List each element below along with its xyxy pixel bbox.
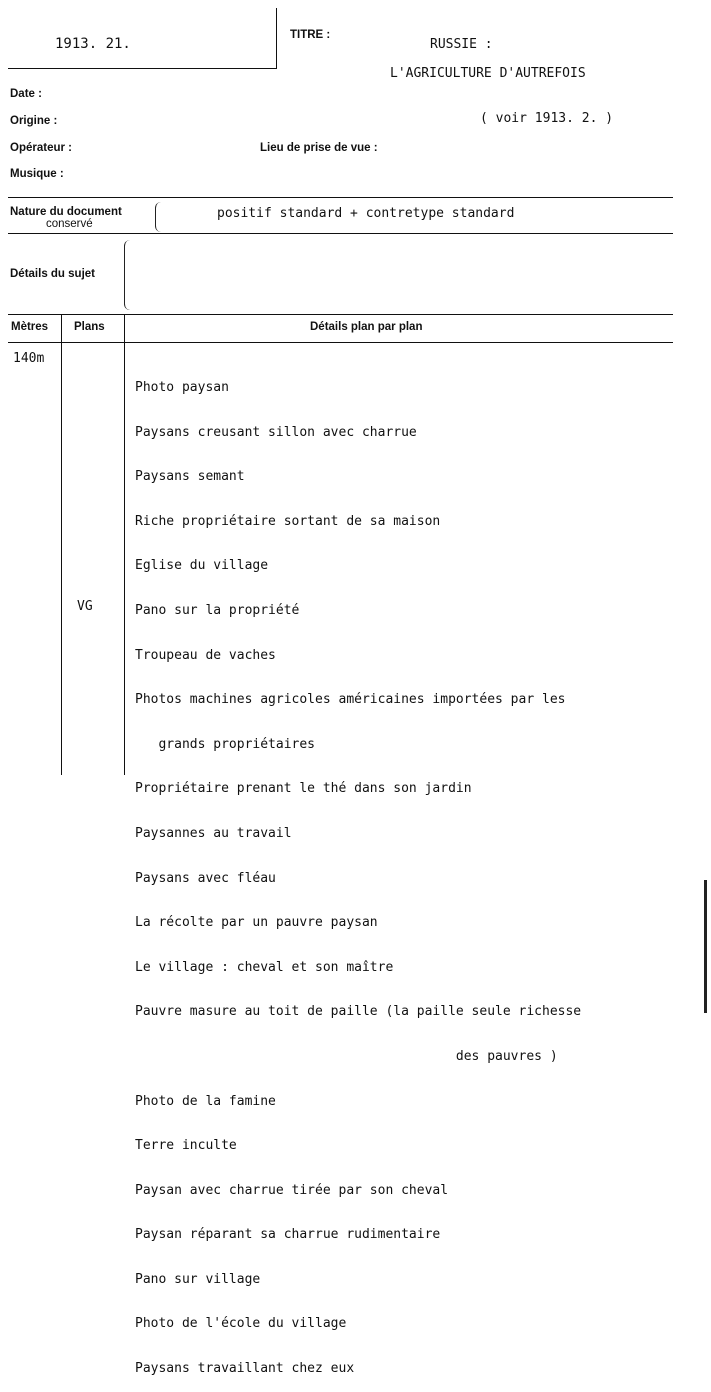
titre-label: TITRE : bbox=[290, 29, 331, 41]
detail-line: Troupeau de vaches bbox=[135, 647, 276, 663]
detail-line: Photo paysan bbox=[135, 380, 229, 395]
detail-line: Eglise du village bbox=[135, 558, 269, 574]
date-label: Date : bbox=[10, 88, 42, 100]
detail-line: Paysans avec fléau bbox=[135, 870, 276, 886]
nature-label-line-1: Nature du document bbox=[10, 206, 122, 218]
separator-2 bbox=[8, 233, 673, 234]
col-header-plans: Plans bbox=[74, 321, 105, 333]
detail-line: La récolte par un pauvre paysan bbox=[135, 915, 378, 931]
detail-line: Paysannes au travail bbox=[135, 825, 292, 841]
title-line-2: L'AGRICULTURE D'AUTREFOIS bbox=[390, 66, 586, 81]
origine-label: Origine : bbox=[10, 115, 58, 127]
table-top-border bbox=[8, 314, 673, 315]
detail-line: Photos machines agricoles américaines importées par les bbox=[135, 692, 566, 708]
col-divider-2 bbox=[124, 315, 125, 775]
col-header-metres: Mètres bbox=[11, 321, 49, 333]
details-plan-list bbox=[135, 351, 655, 1392]
plans-value: VG bbox=[77, 599, 93, 614]
details-sujet-label: Détails du sujet bbox=[10, 268, 95, 280]
detail-line: Paysan avec charrue tirée par son cheval bbox=[135, 1182, 449, 1198]
col-header-details: Détails plan par plan bbox=[310, 321, 423, 333]
operateur-label: Opérateur : bbox=[10, 142, 72, 154]
ref-box-right-border bbox=[276, 8, 277, 69]
detail-line: Photo de la famine bbox=[135, 1093, 276, 1109]
detail-line: Pano sur village bbox=[135, 1271, 261, 1287]
lieu-label: Lieu de prise de vue : bbox=[260, 142, 378, 154]
reference-number: 1913. 21. bbox=[55, 36, 131, 52]
ref-box-bottom-border bbox=[8, 68, 277, 69]
detail-line: Propriétaire prenant le thé dans son jardin bbox=[135, 781, 472, 797]
nature-label-line-2: conservé bbox=[46, 218, 93, 230]
detail-line: grands propriétaires bbox=[135, 736, 316, 752]
detail-line: Pano sur la propriété bbox=[135, 602, 300, 618]
table-header-bottom-border bbox=[8, 342, 673, 343]
nature-value: positif standard + contretype standard bbox=[217, 206, 515, 221]
detail-line: Riche propriétaire sortant de sa maison bbox=[135, 513, 441, 529]
detail-line: des pauvres ) bbox=[135, 1048, 558, 1064]
detail-line: Paysan réparant sa charrue rudimentaire bbox=[135, 1227, 441, 1243]
detail-line: Paysans travaillant chez eux bbox=[135, 1361, 355, 1377]
detail-line: Le village : cheval et son maître bbox=[135, 959, 394, 975]
voir-reference: ( voir 1913. 2. ) bbox=[480, 111, 614, 126]
detail-line: Photo de l'école du village bbox=[135, 1316, 347, 1332]
details-sujet-brace bbox=[124, 240, 131, 310]
detail-line: Paysans semant bbox=[135, 469, 245, 485]
musique-label: Musique : bbox=[10, 168, 64, 180]
detail-line: Terre inculte bbox=[135, 1138, 237, 1154]
metres-value: 140m bbox=[13, 351, 45, 366]
title-line-1: RUSSIE : bbox=[430, 37, 493, 52]
detail-line: Pauvre masure au toit de paille (la paille seule richesse bbox=[135, 1004, 582, 1020]
page-right-edge bbox=[704, 880, 707, 1013]
detail-line: Paysans creusant sillon avec charrue bbox=[135, 424, 417, 440]
col-divider-1 bbox=[61, 315, 62, 775]
nature-brace bbox=[155, 202, 162, 232]
separator-1 bbox=[8, 197, 673, 198]
